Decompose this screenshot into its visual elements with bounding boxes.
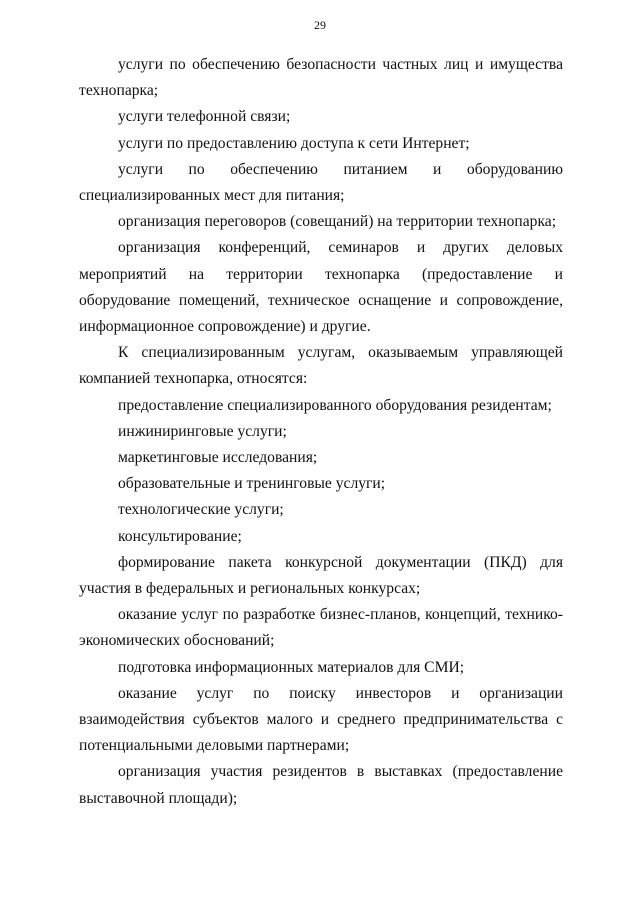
paragraph-internet-services: услуги по предоставлению доступа к сети Интернет;	[118, 134, 470, 152]
paragraph-education: образовательные и тренинговые услуги;	[118, 475, 386, 493]
paragraph-specialized-services-intro: К специализированным услугам, оказываемым управляющей компанией технопарка, относятся:	[79, 344, 563, 388]
paragraph-conferences: организация конференций, семинаров и других деловых мероприятий на территории технопарка (предоставление и оборудование помещений, техническое оснащение и сопровождение, информационное сопровождение) и другие.	[79, 239, 563, 336]
paragraph-consulting: консультирование;	[118, 527, 242, 545]
paragraph-security-services: услуги по обеспечению безопасности частных лиц и имущества технопарка;	[79, 56, 563, 100]
paragraph-tender-docs: формирование пакета конкурсной документации (ПКД) для участия в федеральных и региональных конкурсах;	[79, 553, 563, 598]
paragraph-catering-services: услуги по обеспечению питанием и оборудованию специализированных мест для питания;	[79, 160, 563, 205]
paragraph-equipment: предоставление специализированного оборудования резидентам;	[118, 396, 552, 414]
paragraph-business-plans: оказание услуг по разработке бизнес-планов, концепций, технико-экономических обоснований;	[79, 606, 563, 650]
paragraph-negotiations: организация переговоров (совещаний) на территории технопарка;	[118, 213, 557, 231]
paragraph-telephone-services: услуги телефонной связи;	[118, 108, 291, 126]
paragraph-exhibitions: организация участия резидентов в выставках (предоставление выставочной площади);	[79, 763, 563, 807]
paragraph-media-materials: подготовка информационных материалов для СМИ;	[118, 658, 465, 676]
paragraph-marketing: маркетинговые исследования;	[118, 449, 318, 467]
document-body	[79, 52, 563, 812]
paragraph-technology: технологические услуги;	[118, 501, 284, 519]
paragraph-investors: оказание услуг по поиску инвесторов и организации взаимодействия субъектов малого и среднего предпринимательства с потенциальными деловыми партнерами;	[79, 684, 563, 755]
paragraph-engineering: инжиниринговые услуги;	[118, 422, 287, 440]
page-number: 29	[314, 18, 326, 32]
